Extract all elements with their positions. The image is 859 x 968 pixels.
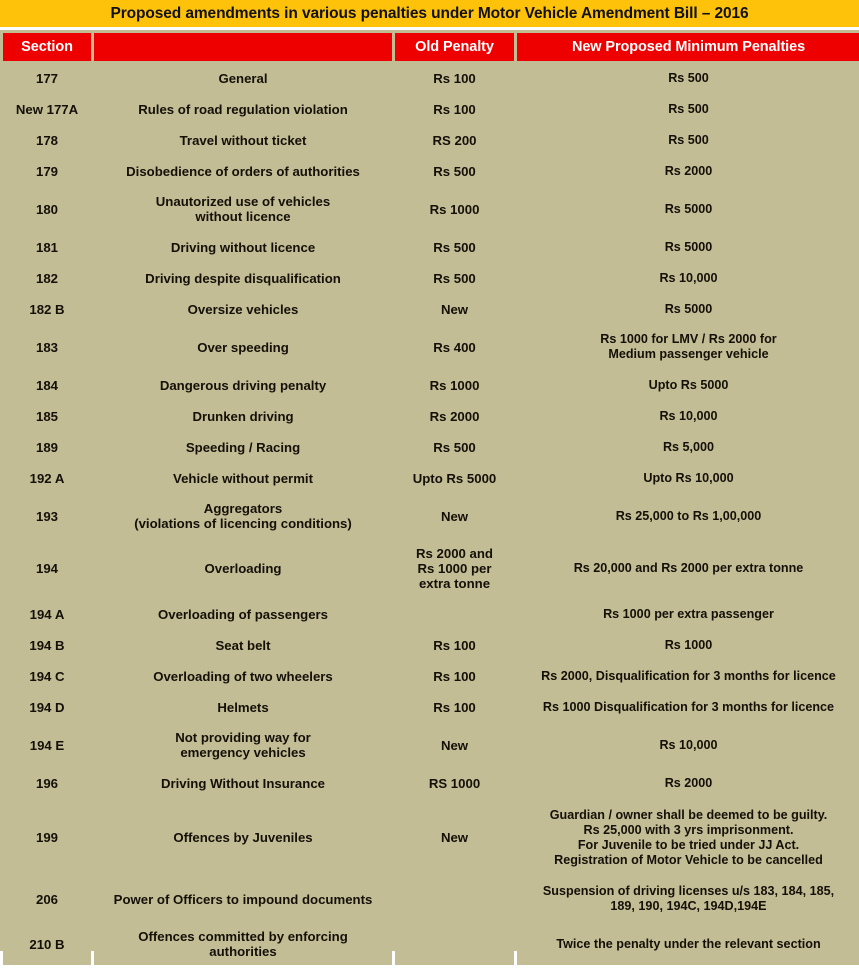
cell-new-penalty: Rs 10,000	[517, 264, 859, 292]
cell-new-penalty: Rs 5,000	[517, 433, 859, 461]
cell-new-penalty: Rs 2000	[517, 157, 859, 185]
table-row	[3, 923, 859, 965]
cell-old-penalty: New	[395, 800, 514, 875]
cell-section: 199	[3, 800, 91, 875]
column-header-description	[94, 33, 392, 61]
cell-description: Vehicle without permit	[94, 464, 392, 492]
cell-section: 194 D	[3, 693, 91, 721]
cell-description: Power of Officers to impound documents	[94, 878, 392, 920]
cell-new-penalty: Rs 2000, Disqualification for 3 months for licence	[517, 662, 859, 690]
column-header-section: Section	[3, 33, 91, 61]
cell-description: Driving without licence	[94, 233, 392, 261]
cell-old-penalty: RS 200	[395, 126, 514, 154]
table-row	[3, 662, 859, 690]
cell-new-penalty: Guardian / owner shall be deemed to be guilty. Rs 25,000 with 3 yrs imprisonment. For Juvenile to be tried under JJ Act. Registration of Motor Vehicle to be cancelled	[517, 800, 859, 875]
table-row	[3, 433, 859, 461]
cell-description: Not providing way for emergency vehicles	[94, 724, 392, 766]
cell-old-penalty: New	[395, 724, 514, 766]
cell-old-penalty	[395, 600, 514, 628]
cell-old-penalty: RS 1000	[395, 769, 514, 797]
cell-new-penalty: Rs 5000	[517, 188, 859, 230]
cell-section: New 177A	[3, 95, 91, 123]
cell-description: Seat belt	[94, 631, 392, 659]
table-row	[3, 800, 859, 875]
cell-old-penalty: Upto Rs 5000	[395, 464, 514, 492]
cell-new-penalty: Rs 500	[517, 64, 859, 92]
table-row	[3, 95, 859, 123]
cell-old-penalty: Rs 400	[395, 326, 514, 368]
table-header	[3, 33, 859, 61]
cell-old-penalty: Rs 100	[395, 95, 514, 123]
cell-description: Driving Without Insurance	[94, 769, 392, 797]
cell-section: 210 B	[3, 923, 91, 965]
cell-new-penalty: Suspension of driving licenses u/s 183, 184, 185, 189, 190, 194C, 194D,194E	[517, 878, 859, 920]
cell-old-penalty: Rs 100	[395, 64, 514, 92]
cell-description: Overloading	[94, 540, 392, 597]
cell-old-penalty: New	[395, 295, 514, 323]
cell-new-penalty: Rs 25,000 to Rs 1,00,000	[517, 495, 859, 537]
cell-section: 185	[3, 402, 91, 430]
table-row	[3, 326, 859, 368]
cell-section: 181	[3, 233, 91, 261]
cell-new-penalty: Rs 500	[517, 126, 859, 154]
table-row	[3, 295, 859, 323]
table-row	[3, 64, 859, 92]
cell-old-penalty: Rs 500	[395, 233, 514, 261]
cell-section: 193	[3, 495, 91, 537]
cell-description: Disobedience of orders of authorities	[94, 157, 392, 185]
cell-section: 192 A	[3, 464, 91, 492]
page-title: Proposed amendments in various penalties under Motor Vehicle Amendment Bill – 2016	[110, 4, 749, 22]
table-body	[3, 64, 859, 965]
cell-description: Dangerous driving penalty	[94, 371, 392, 399]
cell-new-penalty: Twice the penalty under the relevant section	[517, 923, 859, 965]
cell-section: 180	[3, 188, 91, 230]
column-header-new-penalty: New Proposed Minimum Penalties	[517, 33, 859, 61]
cell-description: Aggregators (violations of licencing conditions)	[94, 495, 392, 537]
cell-old-penalty: Rs 100	[395, 631, 514, 659]
cell-old-penalty: New	[395, 495, 514, 537]
cell-new-penalty: Upto Rs 5000	[517, 371, 859, 399]
cell-old-penalty: Rs 500	[395, 264, 514, 292]
cell-description: Driving despite disqualification	[94, 264, 392, 292]
cell-description: Over speeding	[94, 326, 392, 368]
cell-section: 194 B	[3, 631, 91, 659]
cell-description: Overloading of passengers	[94, 600, 392, 628]
header-row	[3, 33, 859, 61]
cell-old-penalty	[395, 878, 514, 920]
cell-old-penalty: Rs 1000	[395, 188, 514, 230]
cell-description: Helmets	[94, 693, 392, 721]
cell-description: Rules of road regulation violation	[94, 95, 392, 123]
cell-old-penalty: Rs 1000	[395, 371, 514, 399]
cell-old-penalty: Rs 2000 and Rs 1000 per extra tonne	[395, 540, 514, 597]
table-row	[3, 600, 859, 628]
cell-old-penalty	[395, 923, 514, 965]
cell-old-penalty: Rs 100	[395, 662, 514, 690]
cell-section: 178	[3, 126, 91, 154]
cell-new-penalty: Rs 20,000 and Rs 2000 per extra tonne	[517, 540, 859, 597]
table-row	[3, 878, 859, 920]
cell-section: 196	[3, 769, 91, 797]
cell-section: 184	[3, 371, 91, 399]
cell-section: 194 E	[3, 724, 91, 766]
penalties-table	[0, 30, 859, 968]
table-row	[3, 769, 859, 797]
cell-old-penalty: Rs 2000	[395, 402, 514, 430]
cell-new-penalty: Rs 1000 for LMV / Rs 2000 for Medium passenger vehicle	[517, 326, 859, 368]
cell-new-penalty: Rs 1000	[517, 631, 859, 659]
cell-old-penalty: Rs 500	[395, 157, 514, 185]
table-row	[3, 693, 859, 721]
cell-new-penalty: Rs 1000 Disqualification for 3 months for licence	[517, 693, 859, 721]
cell-section: 179	[3, 157, 91, 185]
table-row	[3, 371, 859, 399]
title-banner	[0, 0, 859, 30]
table-row	[3, 724, 859, 766]
cell-section: 182	[3, 264, 91, 292]
cell-new-penalty: Rs 500	[517, 95, 859, 123]
table-row	[3, 495, 859, 537]
cell-section: 177	[3, 64, 91, 92]
cell-section: 194 C	[3, 662, 91, 690]
cell-description: Offences committed by enforcing authorities	[94, 923, 392, 965]
cell-description: Offences by Juveniles	[94, 800, 392, 875]
cell-section: 206	[3, 878, 91, 920]
cell-section: 189	[3, 433, 91, 461]
cell-new-penalty: Rs 10,000	[517, 724, 859, 766]
cell-description: Speeding / Racing	[94, 433, 392, 461]
cell-new-penalty: Rs 5000	[517, 295, 859, 323]
cell-section: 194	[3, 540, 91, 597]
cell-section: 194 A	[3, 600, 91, 628]
table-row	[3, 233, 859, 261]
cell-new-penalty: Rs 10,000	[517, 402, 859, 430]
cell-new-penalty: Rs 1000 per extra passenger	[517, 600, 859, 628]
cell-description: Travel without ticket	[94, 126, 392, 154]
column-header-old-penalty: Old Penalty	[395, 33, 514, 61]
cell-description: Drunken driving	[94, 402, 392, 430]
cell-new-penalty: Rs 5000	[517, 233, 859, 261]
cell-description: Unautorized use of vehicles without licence	[94, 188, 392, 230]
cell-new-penalty: Upto Rs 10,000	[517, 464, 859, 492]
cell-section: 183	[3, 326, 91, 368]
table-row	[3, 402, 859, 430]
cell-section: 182 B	[3, 295, 91, 323]
table-row	[3, 264, 859, 292]
table-row	[3, 188, 859, 230]
cell-description: General	[94, 64, 392, 92]
cell-description: Oversize vehicles	[94, 295, 392, 323]
cell-old-penalty: Rs 100	[395, 693, 514, 721]
cell-old-penalty: Rs 500	[395, 433, 514, 461]
table-row	[3, 157, 859, 185]
table-row	[3, 464, 859, 492]
table-row	[3, 126, 859, 154]
cell-description: Overloading of two wheelers	[94, 662, 392, 690]
cell-new-penalty: Rs 2000	[517, 769, 859, 797]
table-row	[3, 540, 859, 597]
table-row	[3, 631, 859, 659]
